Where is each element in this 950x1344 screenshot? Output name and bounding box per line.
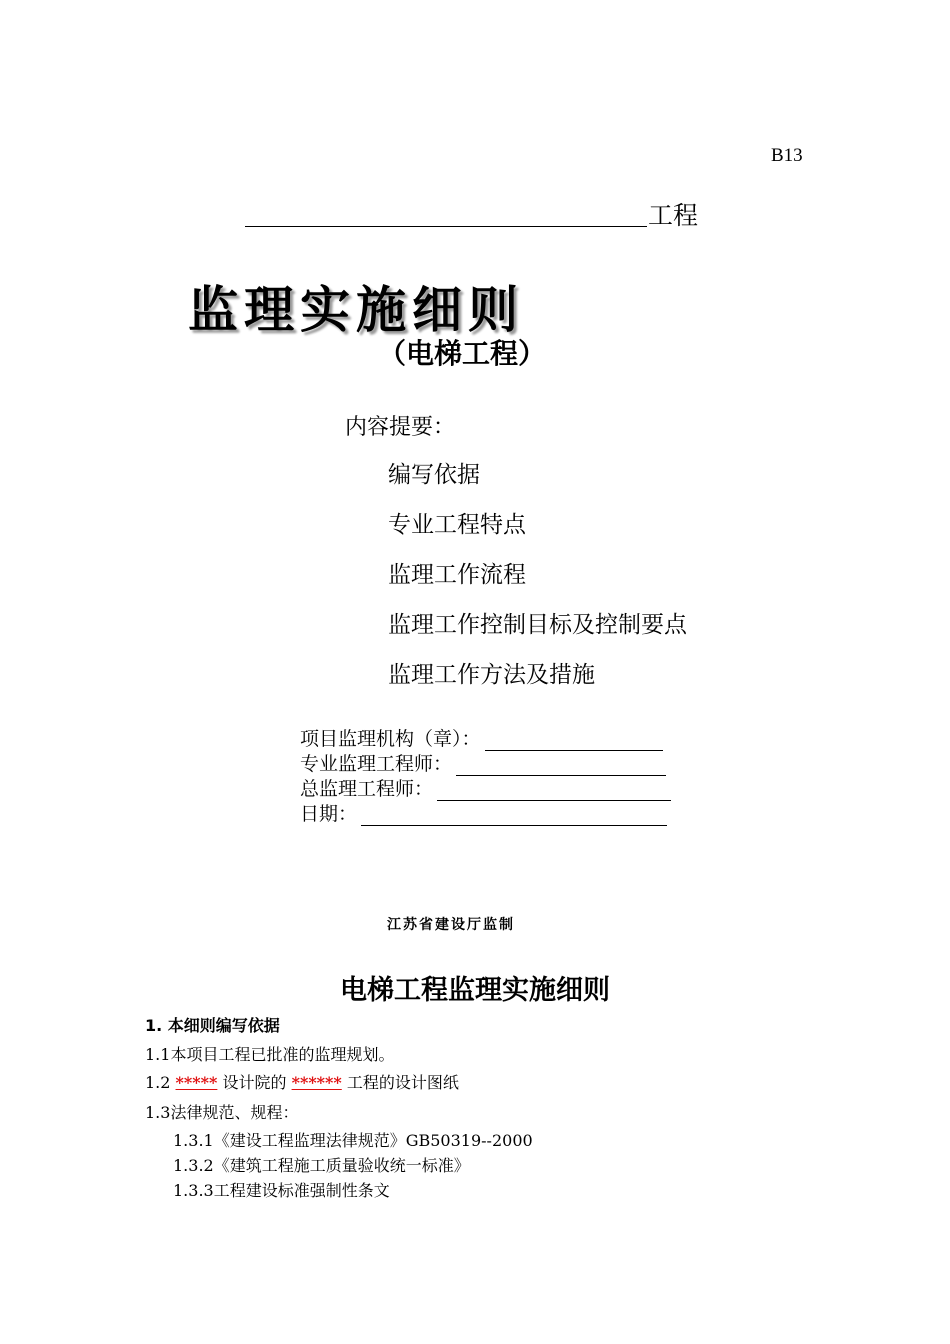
signature-org-label: 项目监理机构（章）：: [300, 728, 481, 750]
signature-date-blank: [361, 807, 667, 826]
signature-date-row: [300, 799, 667, 826]
document-code: B13: [771, 145, 803, 166]
signature-engineer-label: 专业监理工程师：: [300, 753, 453, 775]
signature-chief-row: [300, 774, 671, 801]
document-title: 电梯工程监理实施细则: [340, 975, 610, 1006]
basis-item-1-3-3: 1.3.3工程建设标准强制性条文: [173, 1181, 390, 1200]
signature-org-row: [300, 724, 663, 751]
basis-item-1-2-prefix: 1.2: [145, 1073, 176, 1092]
summary-item: 监理工作方法及措施: [388, 662, 595, 688]
basis-item-1-2-mid: 设计院的: [222, 1073, 287, 1092]
cover-sub-title: （电梯工程）: [378, 337, 547, 370]
issuer-label: 江苏省建设厅监制: [387, 917, 515, 933]
summary-item: 监理工作流程: [388, 562, 526, 588]
masked-project-name: ******: [291, 1073, 342, 1092]
signature-engineer-row: [300, 749, 666, 776]
signature-date-label: 日期：: [300, 803, 358, 825]
signature-chief-label: 总监理工程师：: [300, 778, 434, 800]
masked-design-institute: *****: [175, 1073, 218, 1092]
cover-main-title: 监理实施细则: [188, 281, 524, 339]
project-suffix: 工程: [648, 201, 699, 230]
basis-item-1-3: 1.3法律规范、规程：: [145, 1103, 299, 1122]
summary-label: 内容提要：: [345, 415, 456, 440]
basis-item-1-3-2: 1.3.2《建筑工程施工质量验收统一标准》: [173, 1156, 470, 1175]
summary-item: 编写依据: [388, 462, 480, 488]
summary-list: [388, 456, 687, 706]
basis-item-1-2: [145, 1070, 459, 1093]
basis-item-1-1: 1.1本项目工程已批准的监理规划。: [145, 1045, 395, 1064]
basis-item-1-3-1: 1.3.1《建设工程监理法律规范》GB50319--2000: [173, 1131, 533, 1150]
project-name-blank: [245, 226, 647, 227]
section-heading: 1. 本细则编写依据: [145, 1016, 280, 1035]
summary-item: 监理工作控制目标及控制要点: [388, 612, 687, 638]
summary-item: 专业工程特点: [388, 512, 526, 538]
basis-item-1-2-suffix: 工程的设计图纸: [346, 1073, 459, 1092]
